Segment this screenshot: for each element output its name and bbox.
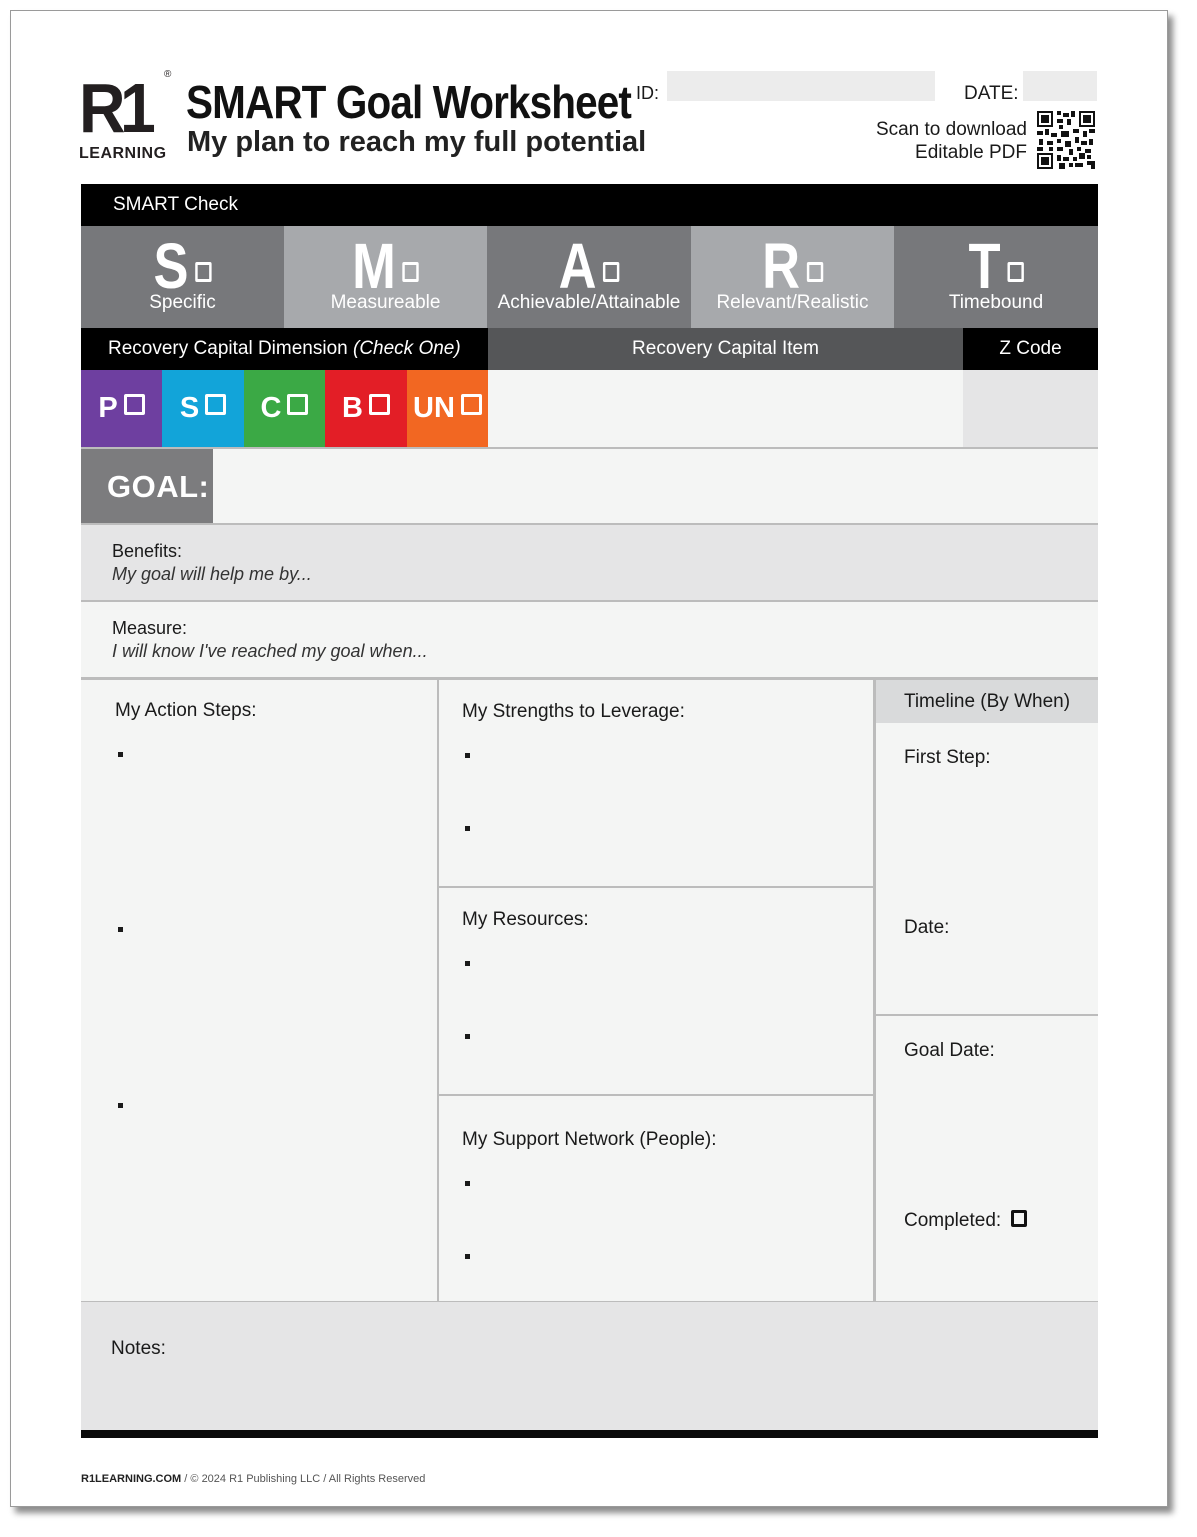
dimension-code: S <box>179 392 200 424</box>
support-network-field[interactable] <box>439 1096 873 1301</box>
smart-letter-text: T <box>968 230 1001 302</box>
recovery-dimension-label: Recovery Capital Dimension <box>108 338 348 359</box>
action-steps-field[interactable] <box>81 680 437 1301</box>
date-label: DATE: <box>964 83 1019 104</box>
footer-site: R1LEARNING.COM <box>81 1473 182 1485</box>
page-title: SMART Goal Worksheet <box>186 76 632 128</box>
dimension-b[interactable] <box>325 370 407 447</box>
smart-letter <box>99 230 265 302</box>
smart-check-specific[interactable] <box>81 226 284 328</box>
logo-registered-mark: ® <box>164 69 172 80</box>
dimension-s[interactable] <box>162 370 244 447</box>
logo-wordmark: LEARNING <box>79 145 167 162</box>
goal-date-label: Goal Date: <box>904 1040 995 1061</box>
smart-letter <box>505 230 672 302</box>
worksheet-page <box>10 10 1168 1507</box>
first-step-label: First Step: <box>904 747 991 768</box>
measure-prompt: I will know I've reached my goal when... <box>112 641 428 661</box>
checkbox[interactable] <box>287 394 308 415</box>
zcode-field[interactable] <box>963 370 1098 447</box>
recovery-item-header: Recovery Capital Item <box>488 328 963 370</box>
bullet <box>118 752 123 757</box>
smart-check-achievable[interactable] <box>487 226 691 328</box>
notes-bottom-bar <box>81 1430 1098 1438</box>
completed-label: Completed: <box>904 1210 1002 1231</box>
bullet <box>465 1254 470 1259</box>
checkbox[interactable] <box>603 262 619 282</box>
goal-field[interactable] <box>213 449 1098 523</box>
checkbox[interactable] <box>195 262 211 282</box>
scan-instructions <box>831 118 1027 164</box>
smart-letter <box>709 230 875 302</box>
dimension-p[interactable] <box>81 370 162 447</box>
checkbox[interactable] <box>402 262 418 282</box>
smart-letter-text: S <box>153 230 189 302</box>
bullet <box>118 927 123 932</box>
bullet <box>118 1103 123 1108</box>
resources-label: My Resources: <box>462 909 589 930</box>
goal-label: GOAL: <box>81 449 213 523</box>
checkbox[interactable] <box>807 262 823 282</box>
qr-code-icon[interactable] <box>1037 111 1095 169</box>
logo-mark: R1 <box>79 69 151 147</box>
checkbox[interactable] <box>1007 262 1023 282</box>
bullet <box>465 961 470 966</box>
benefits-label: Benefits: <box>112 541 183 561</box>
smart-check-timebound[interactable] <box>894 226 1098 328</box>
checkbox[interactable] <box>461 394 482 415</box>
bullet <box>465 1181 470 1186</box>
id-label: ID: <box>636 83 660 103</box>
checkbox[interactable] <box>369 394 390 415</box>
completed-checkbox[interactable] <box>1011 1210 1027 1227</box>
bullet <box>465 1034 470 1039</box>
smart-word: Measureable <box>330 292 441 313</box>
footer <box>81 1473 425 1485</box>
smart-word: Timebound <box>948 292 1044 313</box>
smart-letter <box>302 230 468 302</box>
zcode-header: Z Code <box>963 328 1098 370</box>
smart-letter-text: A <box>558 230 597 302</box>
smart-word: Achievable/Attainable <box>497 292 681 313</box>
dimension-code: UN <box>413 392 455 424</box>
checkbox[interactable] <box>205 394 226 415</box>
smart-word: Specific <box>149 292 216 313</box>
scan-line-1: Scan to download <box>875 119 1027 140</box>
first-step-field[interactable] <box>876 723 1098 1014</box>
benefits-field[interactable] <box>81 525 1098 600</box>
checkbox[interactable] <box>124 394 145 415</box>
smart-check-header: SMART Check <box>81 184 1098 226</box>
resources-field[interactable] <box>439 888 873 1094</box>
smart-word: Relevant/Realistic <box>716 292 869 313</box>
dimension-code: P <box>98 392 118 424</box>
smart-letter-text: R <box>762 230 800 302</box>
dimension-code: C <box>260 392 282 424</box>
bullet <box>465 826 470 831</box>
smart-check-relevant[interactable] <box>691 226 894 328</box>
smart-check-measureable[interactable] <box>284 226 487 328</box>
footer-rights: / © 2024 R1 Publishing LLC / All Rights Reserved <box>181 1473 426 1485</box>
bullet <box>465 753 470 758</box>
strengths-label: My Strengths to Leverage: <box>462 701 685 722</box>
strengths-field[interactable] <box>439 680 873 886</box>
support-network-label: My Support Network (People): <box>462 1129 717 1150</box>
dimension-code: B <box>342 392 363 424</box>
measure-label: Measure: <box>112 618 188 638</box>
date-field[interactable] <box>1023 71 1097 101</box>
dimension-c[interactable] <box>244 370 325 447</box>
timeline-header: Timeline (By When) <box>876 680 1098 723</box>
date-label-timeline: Date: <box>904 917 950 938</box>
benefits-prompt: My goal will help me by... <box>112 564 312 584</box>
recovery-item-field[interactable] <box>488 370 963 447</box>
notes-field[interactable] <box>81 1302 1098 1430</box>
measure-field[interactable] <box>81 602 1098 677</box>
recovery-dimension-header <box>81 328 488 370</box>
scan-line-2: Editable PDF <box>915 142 1027 163</box>
recovery-dimension-note: (Check One) <box>353 338 461 359</box>
notes-label: Notes: <box>111 1338 166 1359</box>
action-steps-label: My Action Steps: <box>115 700 257 721</box>
goal-date-field[interactable] <box>876 1016 1098 1301</box>
page-subtitle: My plan to reach my full potential <box>187 126 647 158</box>
smart-letter-text: M <box>352 230 396 302</box>
smart-letter <box>912 230 1079 302</box>
id-field[interactable] <box>667 71 935 101</box>
dimension-un[interactable] <box>407 370 488 447</box>
